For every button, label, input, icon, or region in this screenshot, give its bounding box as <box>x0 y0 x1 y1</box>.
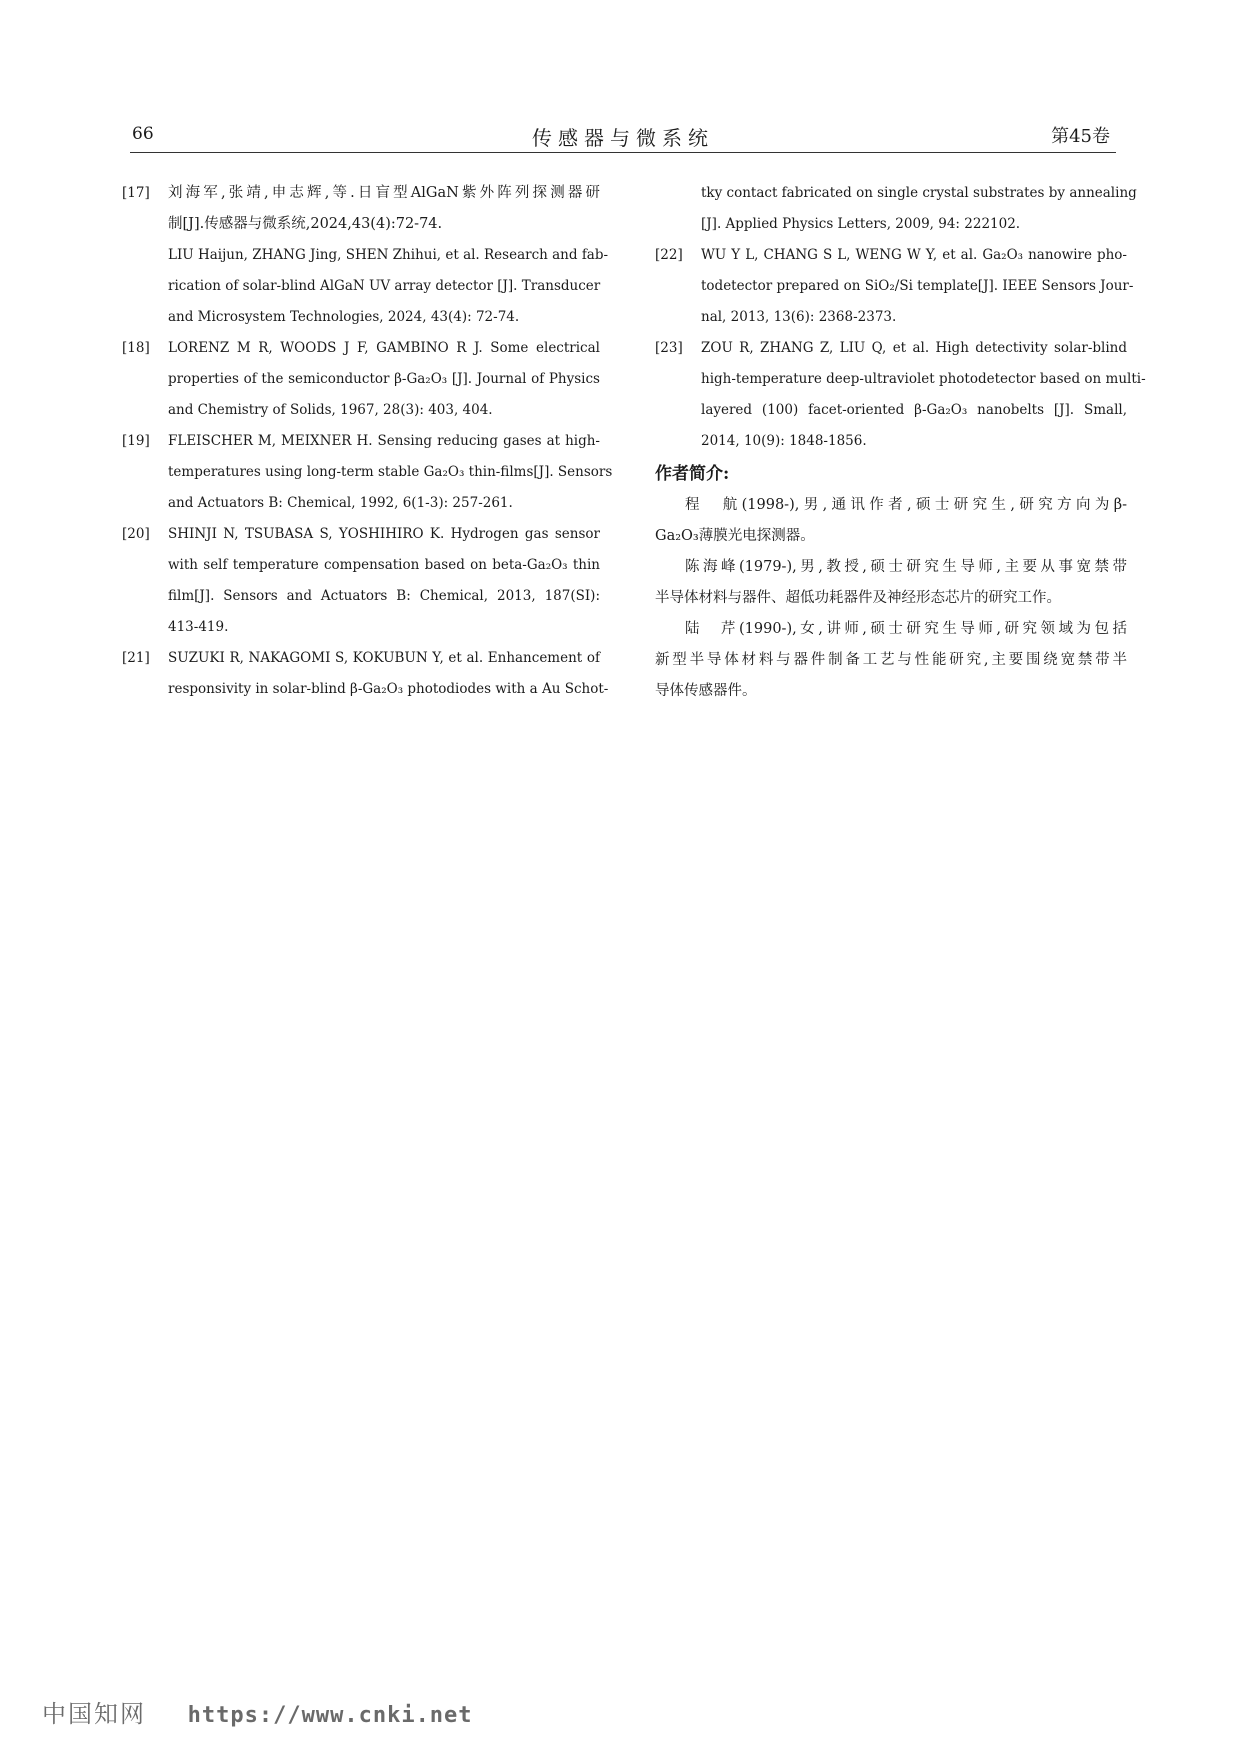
page-number: 66 <box>132 124 154 144</box>
reference-line: 刘海军,张靖,申志辉,等.日盲型AlGaN紫外阵列探测器研 <box>168 185 600 201</box>
reference-line: 2014, 10(9): 1848-1856. <box>701 433 867 449</box>
volume-label: 第45卷 <box>1051 126 1110 147</box>
site-url[interactable]: https://www.cnki.net <box>187 1703 473 1728</box>
reference-line: rication of solar-blind AlGaN UV array detector [J]. Transducer <box>168 278 601 294</box>
author-bio-line: 导体传感器件。 <box>655 683 757 699</box>
reference-number: [17] <box>122 185 150 201</box>
reference-line: ZOU R, ZHANG Z, LIU Q, et al. High detectivity solar-blind <box>701 340 1127 356</box>
author-bio <box>655 552 1127 614</box>
reference-line: [J]. Applied Physics Letters, 2009, 94: 222102. <box>701 216 1021 232</box>
reference-number: [19] <box>122 433 150 449</box>
reference-line: properties of the semiconductor β-Ga₂O₃ [J]. Journal of Physics <box>168 371 600 387</box>
reference-line: LIU Haijun, ZHANG Jing, SHEN Zhihui, et al. Research and fab- <box>168 247 609 263</box>
reference-line: responsivity in solar-blind β-Ga₂O₃ photodiodes with a Au Schot- <box>168 681 609 697</box>
reference-number: [22] <box>655 247 683 263</box>
reference-line: and Microsystem Technologies, 2024, 43(4): 72-74. <box>168 309 520 325</box>
reference-line: 制[J].传感器与微系统,2024,43(4):72-74. <box>168 216 443 232</box>
reference-item <box>122 519 600 643</box>
author-bio <box>655 490 1127 552</box>
reference-item-continued <box>655 178 1137 240</box>
reference-number: [18] <box>122 340 150 356</box>
site-name: 中国知网 <box>42 1702 146 1728</box>
reference-line: SHINJI N, TSUBASA S, YOSHIHIRO K. Hydrogen gas sensor <box>168 526 600 542</box>
reference-line: WU Y L, CHANG S L, WENG W Y, et al. Ga₂O₃ nanowire pho- <box>701 247 1127 263</box>
reference-number: [21] <box>122 650 150 666</box>
reference-item <box>655 240 1134 333</box>
reference-number: [23] <box>655 340 683 356</box>
author-bio-line: 陆 芹(1990-),女,讲师,硕士研究生导师,研究领域为包括 <box>685 621 1127 637</box>
reference-line: high-temperature deep-ultraviolet photodetector based on multi- <box>701 371 1146 387</box>
reference-item <box>122 643 609 705</box>
author-bio-line: 陈海峰(1979-),男,教授,硕士研究生导师,主要从事宽禁带 <box>685 559 1127 575</box>
reference-line: todetector prepared on SiO₂/Si template[J]. IEEE Sensors Jour- <box>701 278 1134 294</box>
reference-line: 413-419. <box>168 619 229 635</box>
author-bio <box>655 614 1127 707</box>
reference-line: temperatures using long-term stable Ga₂O₃ thin-films[J]. Sensors <box>168 464 613 480</box>
watermark-footer <box>42 1694 473 1729</box>
author-bio-line: Ga₂O₃薄膜光电探测器。 <box>655 528 815 544</box>
reference-line: film[J]. Sensors and Actuators B: Chemical, 2013, 187(SI): <box>168 588 600 604</box>
left-column <box>122 178 613 705</box>
reference-line: layered (100) facet-oriented β-Ga₂O₃ nanobelts [J]. Small, <box>701 402 1127 418</box>
reference-number: [20] <box>122 526 150 542</box>
reference-item <box>655 333 1146 457</box>
journal-title: 传感器与微系统 <box>532 126 714 150</box>
author-bio-line: 新型半导体材料与器件制备工艺与性能研究,主要围绕宽禁带半 <box>655 652 1127 668</box>
reference-line: nal, 2013, 13(6): 2368-2373. <box>701 309 897 325</box>
reference-line: and Chemistry of Solids, 1967, 28(3): 403, 404. <box>168 402 493 418</box>
author-bio-line: 半导体材料与器件、超低功耗器件及神经形态芯片的研究工作。 <box>655 590 1061 606</box>
reference-line: with self temperature compensation based on beta-Ga₂O₃ thin <box>168 557 600 573</box>
reference-line: LORENZ M R, WOODS J F, GAMBINO R J. Some electrical <box>168 340 600 356</box>
reference-line: FLEISCHER M, MEIXNER H. Sensing reducing gases at high- <box>168 433 600 449</box>
reference-item <box>122 333 600 426</box>
reference-item <box>122 178 609 333</box>
reference-line: SUZUKI R, NAKAGOMI S, KOKUBUN Y, et al. Enhancement of <box>168 650 600 666</box>
reference-line: tky contact fabricated on single crystal substrates by annealing <box>701 185 1137 201</box>
reference-line: and Actuators B: Chemical, 1992, 6(1-3): 257-261. <box>168 495 513 511</box>
author-intro-heading: 作者简介: <box>655 464 730 484</box>
page-header <box>130 120 1116 153</box>
reference-item <box>122 426 613 519</box>
author-bio-line: 程 航(1998-),男,通讯作者,硕士研究生,研究方向为β- <box>685 497 1127 513</box>
right-column <box>655 178 1146 707</box>
